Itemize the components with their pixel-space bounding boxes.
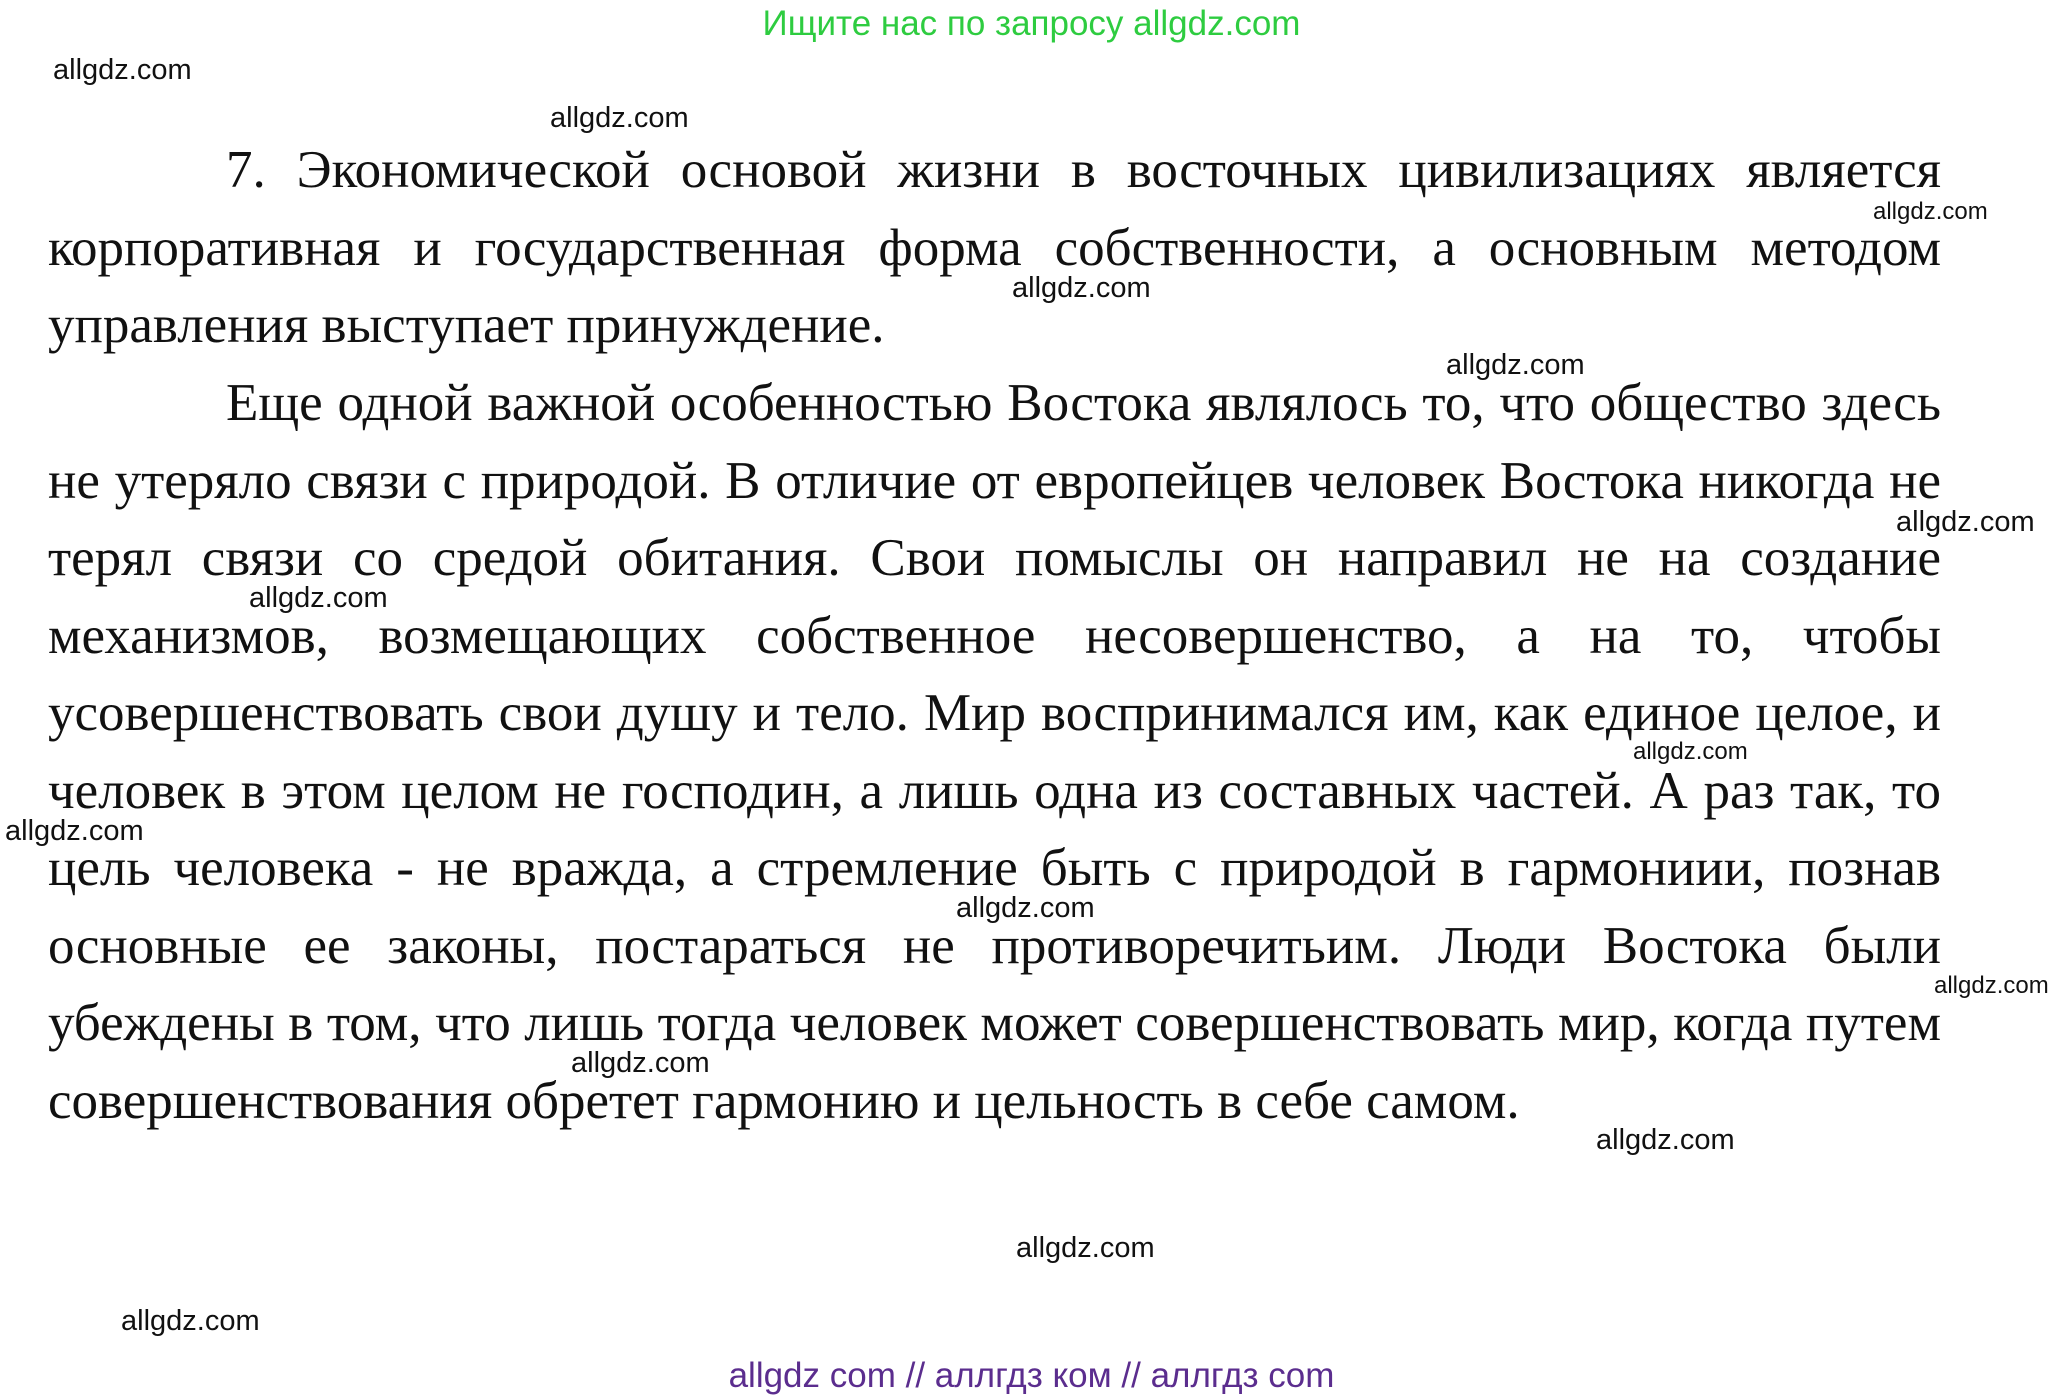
header-banner: Ищите нас по запросу allgdz.com xyxy=(762,4,1301,43)
watermark: allgdz.com xyxy=(550,102,689,134)
watermark: allgdz.com xyxy=(5,815,144,847)
watermark: allgdz.com xyxy=(1446,349,1585,381)
watermark: allgdz.com xyxy=(1934,972,2049,999)
watermark: allgdz.com xyxy=(53,54,192,86)
watermark: allgdz.com xyxy=(1896,506,2035,538)
watermark: allgdz.com xyxy=(1873,198,1988,225)
watermark: allgdz.com xyxy=(1012,272,1151,304)
watermark: allgdz.com xyxy=(956,892,1095,924)
paragraph-1: 7. Экономической основой жизни в восточных цивилизациях является корпоративная и государственная форма собственности, а основным методом управления выступает принуждение. xyxy=(48,141,1941,354)
watermark: allgdz.com xyxy=(249,582,388,614)
watermark: allgdz.com xyxy=(121,1305,260,1337)
paragraph-2: Еще одной важной особенностью Востока являлось то, что общество здесь не утеряло связи с природой. В отличие от европейцев человек Востока никогда не терял связи со средой обитания. Свои помыслы он направил не на создание механизмов, возмещающих собственное несовершенство, а на то, чтобы усовершенствовать свои душу и тело. Мир воспринимался им, как единое целое, и человек в этом целом не господин, а лишь одна из составных частей. А раз так, то цель человека - не вражда, а стремление быть с природой в гармониии, познав основные ее законы, постараться не противоречитьим. Люди Востока были убеждены в том, что лишь тогда человек может совершенствовать мир, когда путем совершенствования обретет гармонию и цельность в себе самом. xyxy=(48,374,1941,1130)
watermark: allgdz.com xyxy=(1633,738,1748,765)
watermark: allgdz.com xyxy=(571,1047,710,1079)
watermark: allgdz.com xyxy=(1596,1124,1735,1156)
footer-banner: allgdz com // аллгдз ком // аллгдз com xyxy=(728,1356,1335,1395)
watermark: allgdz.com xyxy=(1016,1232,1155,1264)
